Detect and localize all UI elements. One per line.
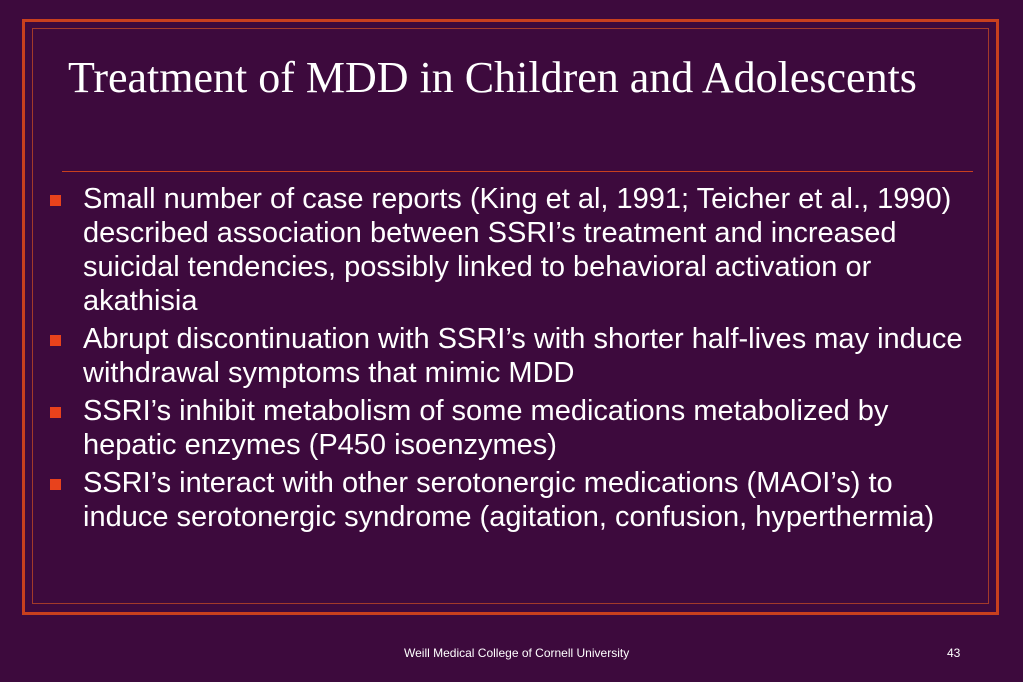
square-bullet-icon bbox=[50, 195, 61, 206]
bullet-text: Abrupt discontinuation with SSRI’s with shorter half-lives may induce withdrawal symptoms that mimic MDD bbox=[83, 323, 963, 389]
square-bullet-icon bbox=[50, 479, 61, 490]
square-bullet-icon bbox=[50, 407, 61, 418]
bullet-item bbox=[50, 322, 970, 390]
square-bullet-icon bbox=[50, 335, 61, 346]
slide-title: Treatment of MDD in Children and Adolescents bbox=[68, 53, 917, 102]
bullet-item bbox=[50, 182, 970, 318]
bullet-item bbox=[50, 466, 970, 534]
slide-page-number: 43 bbox=[947, 646, 961, 660]
footer-institution: Weill Medical College of Cornell University bbox=[404, 646, 630, 660]
bullet-text: Small number of case reports (King et al, 1991; Teicher et al., 1990) described association between SSRI’s treatment and increased suicidal tendencies, possibly linked to behavioral activation or akathisia bbox=[83, 183, 952, 317]
bullet-text: SSRI’s inhibit metabolism of some medications metabolized by hepatic enzymes (P450 isoenzymes) bbox=[83, 395, 889, 461]
bullet-text: SSRI’s interact with other serotonergic medications (MAOI’s) to induce serotonergic syndrome (agitation, confusion, hyperthermia) bbox=[83, 467, 935, 533]
title-divider bbox=[62, 171, 973, 172]
bullet-item bbox=[50, 394, 970, 462]
bullet-list bbox=[50, 182, 970, 538]
